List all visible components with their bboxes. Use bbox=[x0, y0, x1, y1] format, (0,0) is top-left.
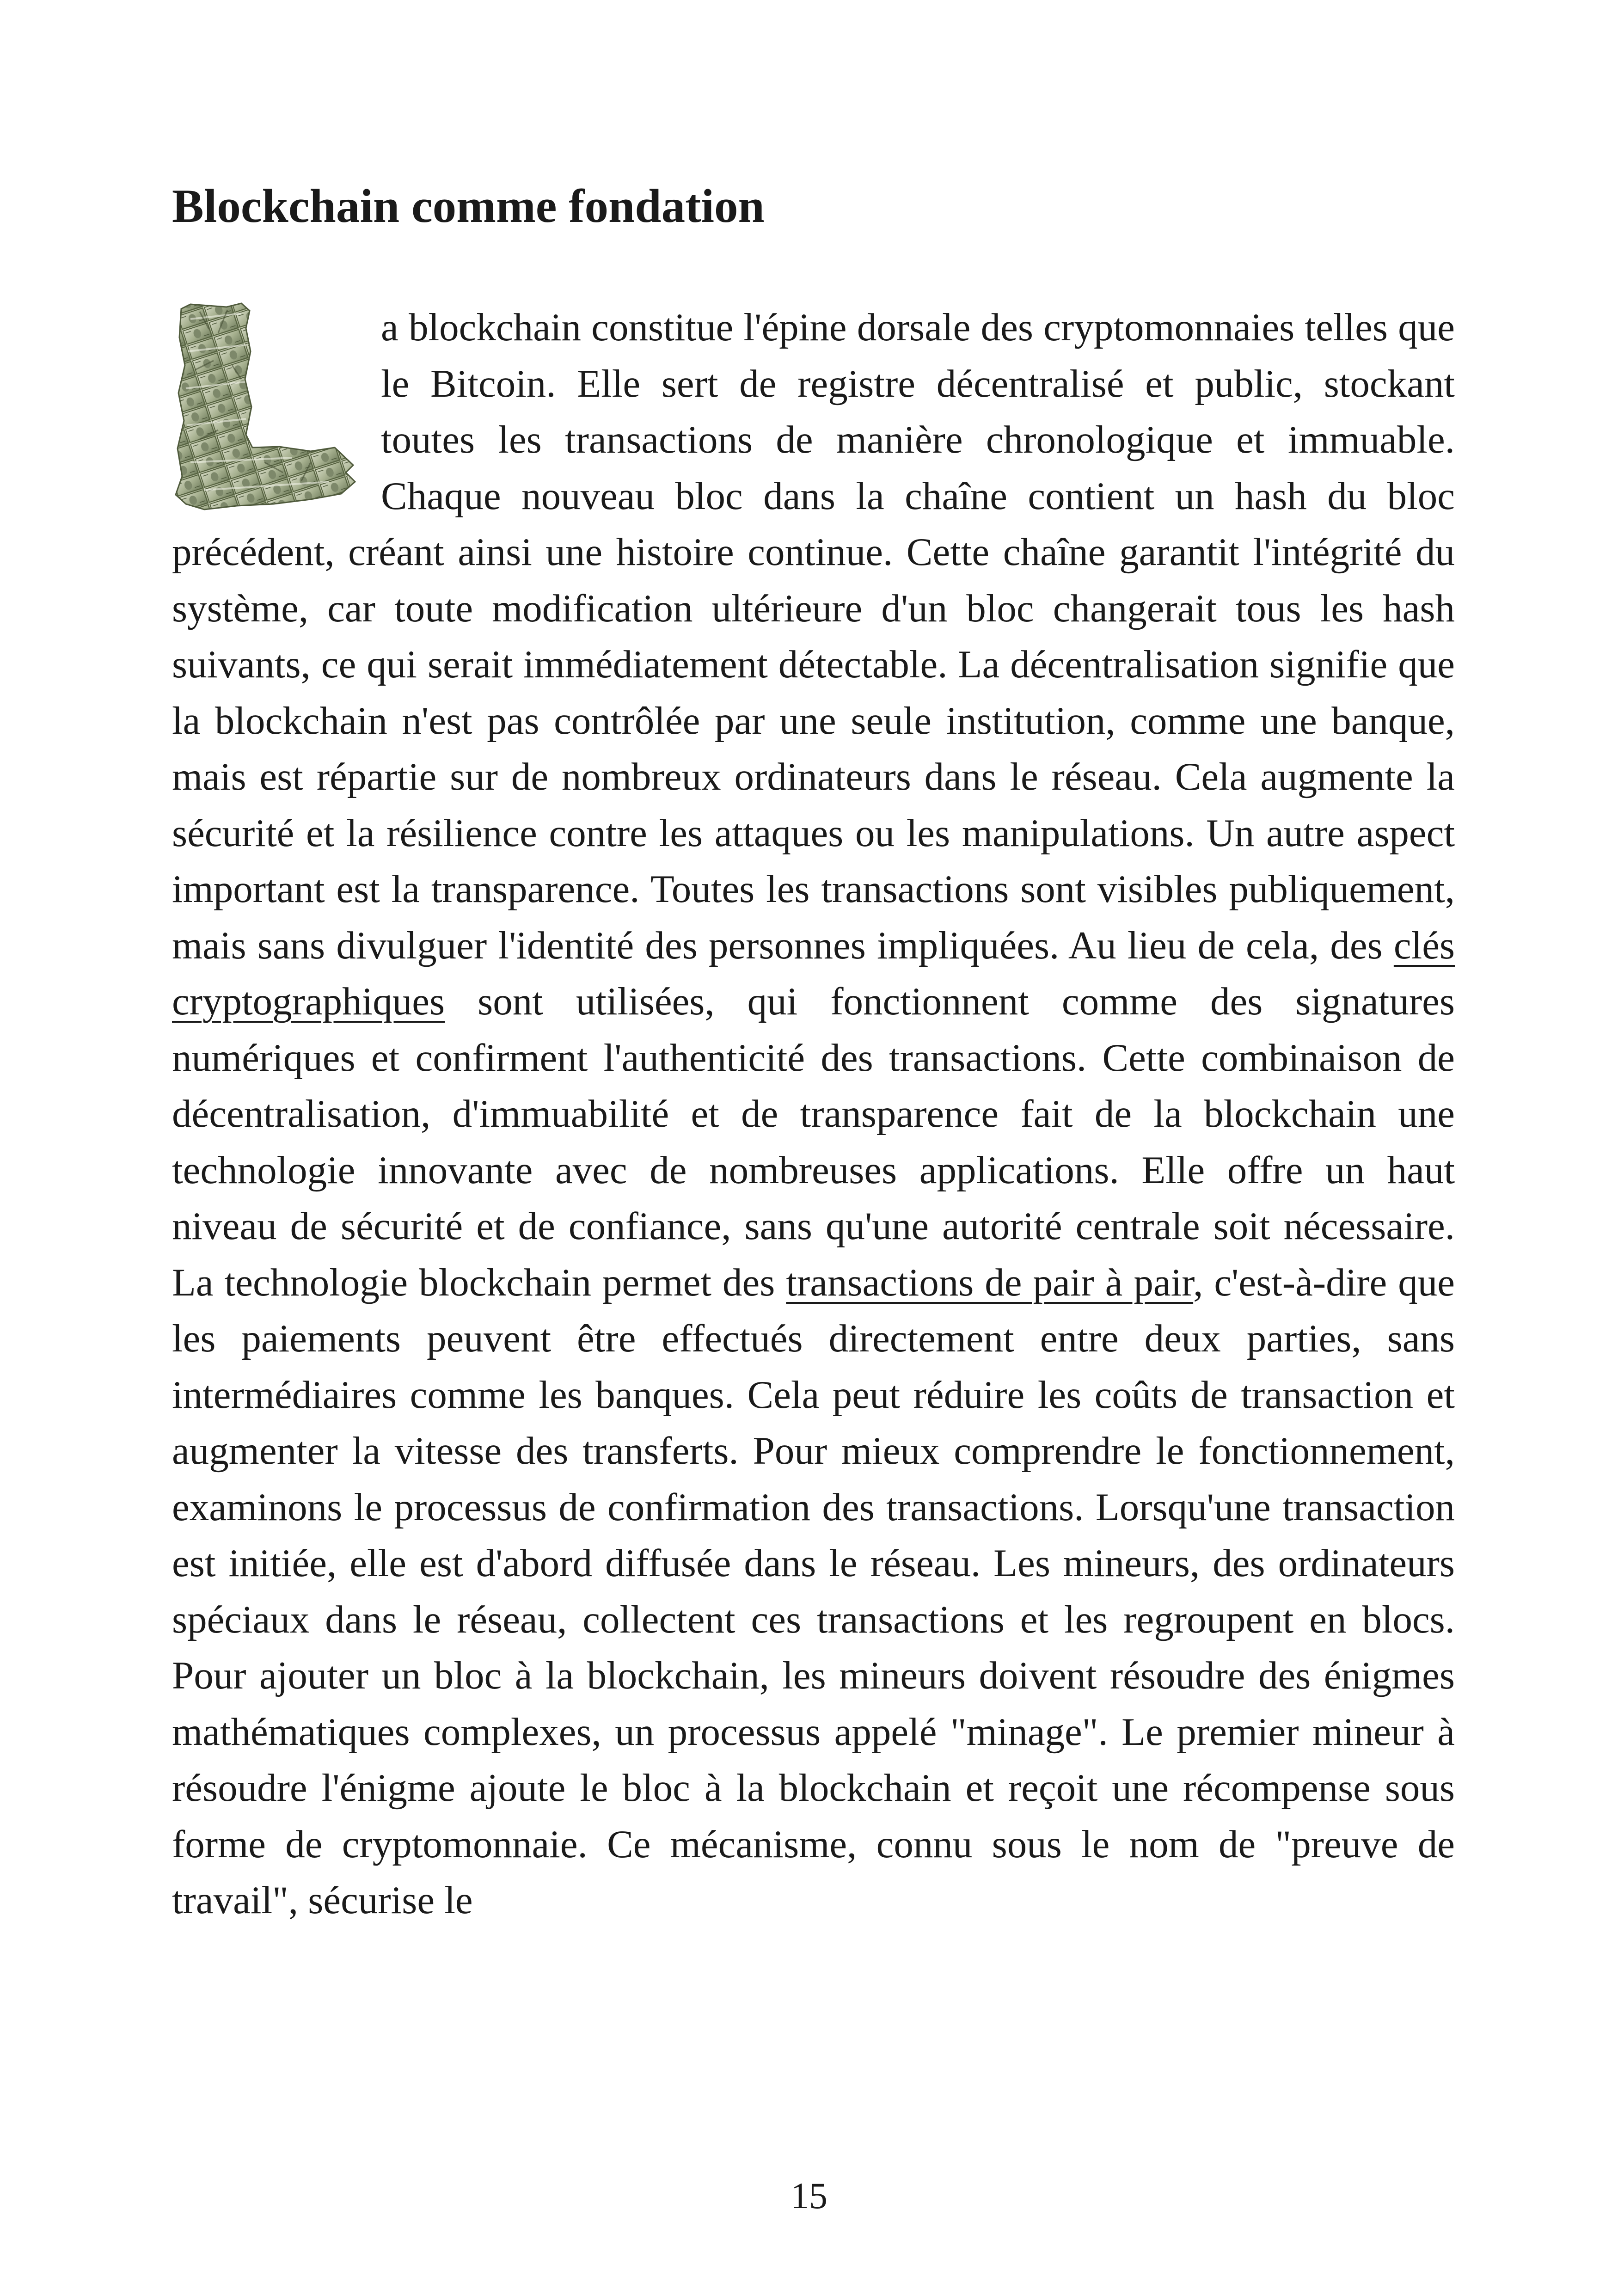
section-title: Blockchain comme fondation bbox=[172, 180, 765, 233]
money-letter-l-icon bbox=[172, 301, 357, 518]
drop-cap-letter-l bbox=[172, 301, 357, 518]
term-transactions-pair-a-pair: transactions de pair à pair bbox=[786, 1260, 1194, 1304]
body-paragraph bbox=[172, 300, 1455, 1929]
paragraph-text-part-2: sont utilisées, qui fonctionnent comme des signatures numériques et confirment l'authenticité des transactions. Cette combinaison de décentralisation, d'immuabilité et de transparence fait de la blockchain une technologie innovante avec de nombreuses applications. Elle offre un haut niveau de sécurité et de confiance, sans qu'une autorité centrale soit nécessaire. La technologie blockchain permet des bbox=[172, 980, 1455, 1304]
drop-cap-glyph bbox=[176, 303, 355, 510]
paragraph-text-part-3: , c'est-à-dire que les paiements peuvent être effectués directement entre deux parties, sans intermédiaires comme les banques. Cela peut réduire les coûts de transaction et augmenter la vitesse des transferts. Pour mieux comprendre le fonctionnement, examinons le processus de confirmation des transactions. Lorsqu'une transaction est initiée, elle est d'abord diffusée dans le réseau. Les mineurs, des ordinateurs spéciaux dans le réseau, collectent ces transactions et les regroupent en blocs. Pour ajouter un bloc à la blockchain, les mineurs doivent résoudre des énigmes mathématiques complexes, un processus appelé "minage". Le premier mineur à résoudre l'énigme ajoute le bloc à la blockchain et reçoit une récompense sous forme de cryptomonnaie. Ce mécanisme, connu sous le nom de "preuve de travail", sécurise le bbox=[172, 1260, 1455, 1922]
term-cles-cryptographiques: clés cryptographiques bbox=[172, 923, 1455, 1023]
paragraph-text-part-1: a blockchain constitue l'épine dorsale des cryptomonnaies telles que le Bitcoin. Elle sert de registre décentralisé et public, stockant toutes les transactions de manière chronologique et immuable. Chaque nouveau bloc dans la chaîne contient un hash du bloc précédent, créant ainsi une histoire continue. Cette chaîne garantit l'intégrité du système, car toute modification ultérieure d'un bloc changerait tous les hash suivants, ce qui serait immédiatement détectable. La décentralisation signifie que la blockchain n'est pas contrôlée par une seule institution, comme une banque, mais est répartie sur de nombreux ordinateurs dans le réseau. Cela augmente la sécurité et la résilience contre les attaques ou les manipulations. Un autre aspect important est la transparence. Toutes les transactions sont visibles publiquement, mais sans divulguer l'identité des personnes impliquées. Au lieu de cela, des bbox=[172, 306, 1455, 967]
page-number: 15 bbox=[791, 2176, 827, 2216]
